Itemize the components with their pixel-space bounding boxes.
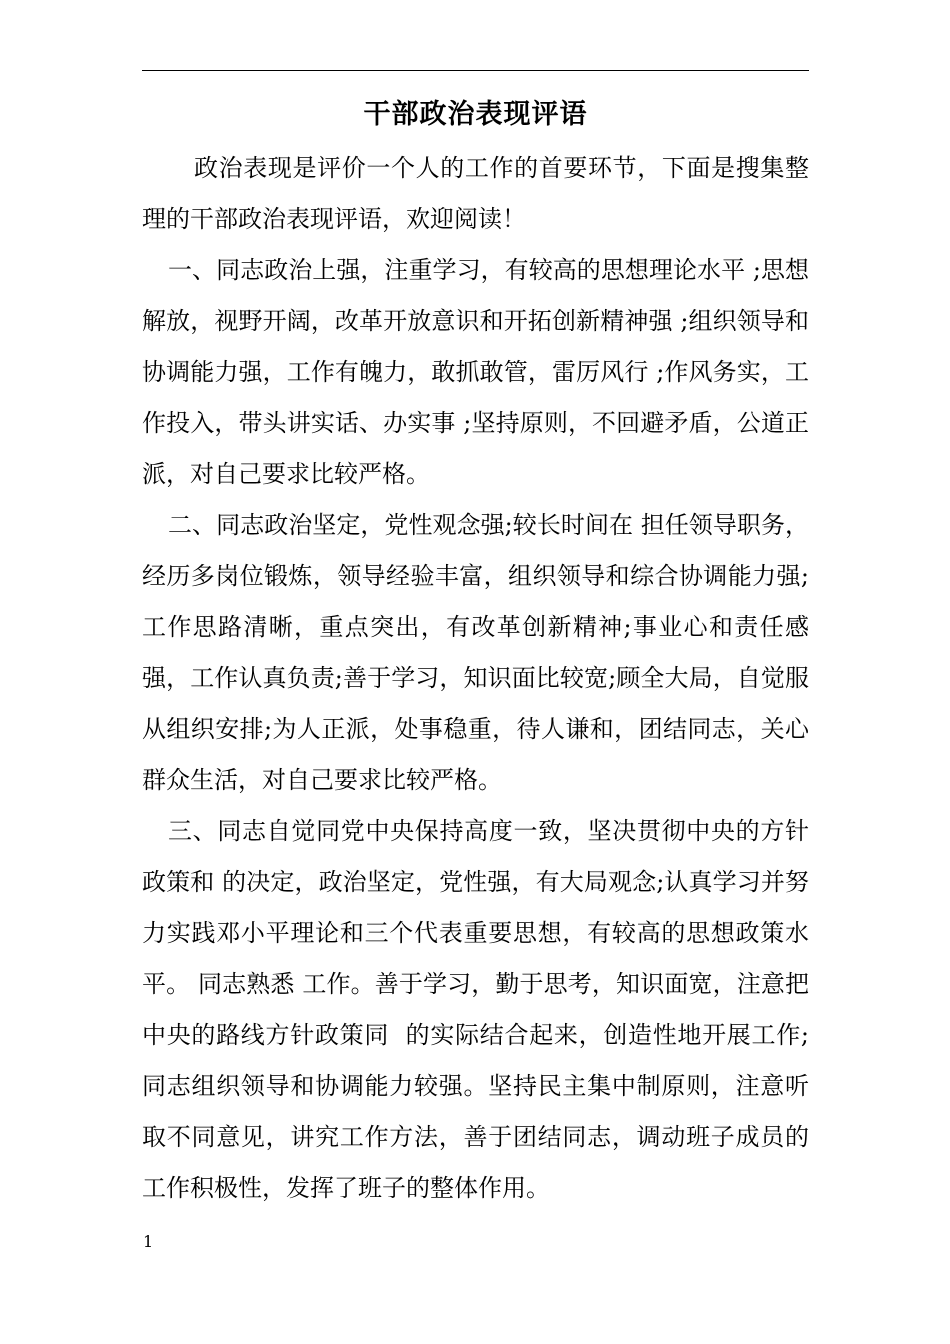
- review-paragraph-3: 三、同志自觉同党中央保持高度一致，坚决贯彻中央的方针政策和 的决定，政治坚定，党性强，有大局观念;认真学习并努力实践邓小平理论和三个代表重要思想，有较高的思想政策水平。 同志熟悉 工作。善于学习，勤于思考，知识面宽，注意把中央的路线方针政策同 的实际结合起来，创造性地开展工作; 同志组织领导和协调能力较强。坚持民主集中制原则，注意听取不同意见，讲究工作方法，善于团结同志，调动班子成员的工作积极性，发挥了班子的整体作用。: [142, 817, 817, 1202]
- review-paragraph-1: 一、同志政治上强，注重学习，有较高的思想理论水平 ;思想解放，视野开阔，改革开放意识和开拓创新精神强 ;组织领导和协调能力强，工作有魄力，敢抓敢管，雷厉风行 ;作风务实，工作投入，带头讲实话、办实事 ;坚持原则，不回避矛盾，公道正派，对自己要求比较严格。: [142, 256, 809, 488]
- review-paragraph-2: 二、同志政治坚定，党性观念强;较长时间在 担任领导职务，经历多岗位锻炼，领导经验丰富，组织领导和综合协调能力强;工作思路清晰，重点突出，有改革创新精神;事业心和责任感强，工作认真负责;善于学习，知识面比较宽;顾全大局，自觉服从组织安排;为人正派，处事稳重，待人谦和，团结同志，关心群众生活，对自己要求比较严格。: [142, 511, 809, 794]
- page-number: 1: [143, 1232, 154, 1251]
- document-title: 干部政治表现评语: [363, 99, 588, 130]
- intro-paragraph: 政治表现是评价一个人的工作的首要环节，下面是搜集整理的干部政治表现评语，欢迎阅读！: [142, 154, 809, 233]
- header-rule: [142, 70, 809, 71]
- document-body: [142, 143, 817, 1214]
